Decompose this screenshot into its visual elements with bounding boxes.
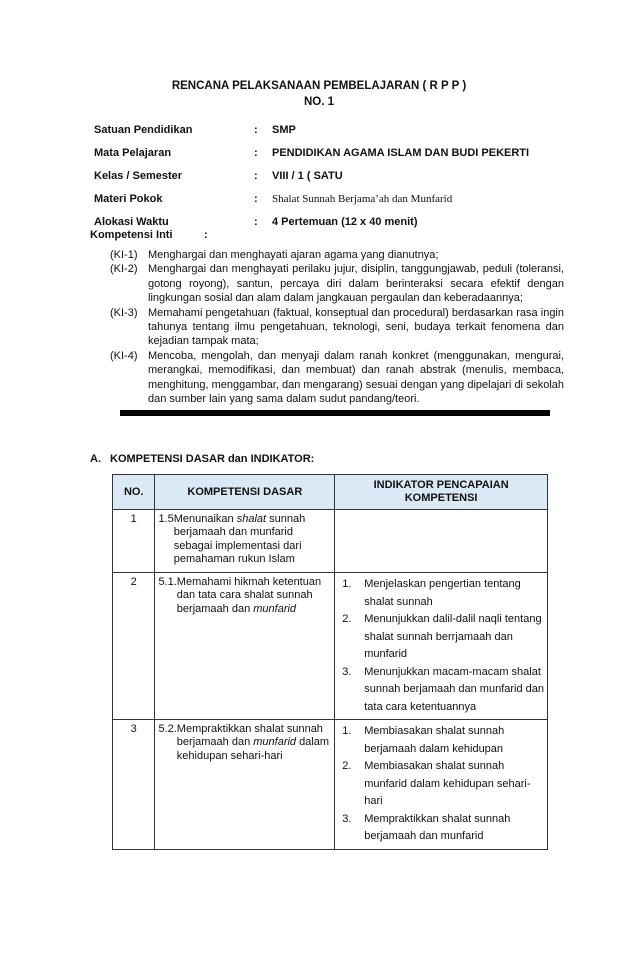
indikator-cell	[335, 510, 548, 573]
info-row-mapel	[94, 141, 554, 164]
kd-text-emphasis: shalat	[236, 513, 267, 525]
kd-number: 5.1.	[158, 576, 177, 588]
kd-text	[177, 723, 331, 763]
kd-text	[174, 513, 331, 566]
info-value: 4 Pertemuan (12 x 40 menit)	[272, 215, 418, 228]
indikator-item	[338, 811, 544, 846]
indikator-item	[338, 576, 544, 611]
info-colon: :	[254, 192, 258, 205]
indikator-item	[338, 758, 544, 811]
indikator-text: Membiasakan shalat sunnah munfarid dalam kehidupan sehari-hari	[364, 760, 531, 807]
info-colon: :	[254, 215, 258, 228]
indikator-cell	[335, 720, 548, 850]
ki-number: (KI-2)	[110, 263, 138, 276]
ki-text: Mencoba, mengolah, dan menyaji dalam ranah konkret (menggunakan, mengurai, merangkai, memodifikasi, dan membuat) dan ranah abstrak (menulis, membaca, menghitung, menggambar, dan mengarang) sesuai dengan yang dipelajari di sekolah dan sumber lain yang sama dalam sudut pandang/teori.	[148, 349, 564, 406]
info-colon: :	[254, 123, 258, 136]
ki-number: (KI-1)	[110, 249, 138, 261]
ki-text: Menghargai dan menghayati ajaran agama yang dianutnya;	[148, 249, 439, 261]
info-row-kelas	[94, 164, 554, 187]
info-row-materi	[94, 187, 554, 210]
kompetensi-dasar-table	[112, 474, 548, 850]
indikator-item	[338, 664, 544, 717]
info-colon: :	[254, 146, 258, 159]
header-kompetensi-dasar: KOMPETENSI DASAR	[155, 475, 335, 510]
kd-number: 1.5	[158, 513, 174, 525]
kd-line	[158, 576, 331, 616]
kompetensi-inti-list	[110, 248, 564, 406]
table-row	[113, 573, 548, 720]
kd-number: 5.2.	[158, 723, 177, 735]
ki-colon: :	[204, 229, 208, 241]
kd-cell	[155, 510, 335, 573]
kd-text-emphasis: munfarid	[253, 736, 297, 749]
kd-text-pre: Menunaikan	[173, 513, 237, 525]
indikator-text: Menunjukkan macam-macam shalat sunnah berjamaah dan munfarid dan tata cara ketentuannya	[364, 665, 545, 713]
ki-number: (KI-3)	[110, 306, 138, 319]
indikator-number: 3.	[342, 665, 352, 678]
table-row	[113, 510, 548, 573]
kd-line	[158, 723, 331, 763]
info-value: SMP	[272, 123, 296, 136]
info-colon: :	[254, 169, 258, 182]
info-label: Alokasi Waktu	[94, 215, 169, 228]
info-value: PENDIDIKAN AGAMA ISLAM DAN BUDI PEKERTI	[272, 146, 530, 159]
indikator-number: 1.	[342, 725, 352, 737]
indikator-list	[338, 723, 544, 846]
indikator-item	[338, 723, 544, 758]
kd-text-pre: Memahami hikmah ketentuan dan tata cara shalat sunnah berjamaah dan	[176, 576, 322, 615]
info-label: Kelas / Semester	[94, 169, 183, 182]
indikator-text: Menjelaskan pengertian tentang shalat sunnah	[364, 578, 521, 608]
indikator-text: Mempraktikkan shalat sunnah berjamaah dan munfarid	[364, 812, 511, 842]
table-header-row	[113, 475, 548, 510]
ki-item	[110, 248, 564, 262]
indikator-number: 1.	[342, 578, 352, 590]
row-number: 1	[113, 510, 155, 573]
kd-cell	[155, 720, 335, 850]
ki-item	[110, 306, 564, 349]
kd-text-pre: Mempraktikkan shalat sunnah berjamaah dan	[176, 723, 323, 749]
indikator-number: 3.	[342, 812, 352, 825]
indikator-text: Membiasakan shalat sunnah berjamaah dalam kehidupan	[364, 725, 505, 755]
ki-number: (KI-4)	[110, 349, 138, 362]
kd-text-post: sunnah berjamaah dan munfarid sebagai implementasi dari pemahaman rukun Islam	[173, 513, 306, 565]
kd-text-emphasis: munfarid	[253, 602, 297, 615]
kd-cell	[155, 573, 335, 720]
title-line-1: RENCANA PELAKSANAAN PEMBELAJARAN ( R P P )	[171, 80, 467, 92]
ki-text: Memahami pengetahuan (faktual, konseptual dan procedural) berdasarkan rasa ingin tahunya tentang ilmu pengetahuan, teknologi, seni, budaya terkait fenomena dan kejadian tampak mata;	[148, 306, 564, 348]
section-a-heading	[90, 453, 314, 465]
section-letter: A.	[90, 453, 101, 465]
ki-text: Menghargai dan menghayati perilaku jujur, disiplin, tanggungjawab, peduli (toleransi, gotong royong), santun, percaya diri dalam berinteraksi secara efektif dengan lingkungan sosial dan alam dalam jangkauan pergaulan dan keberadaannya;	[148, 263, 564, 305]
table-row	[113, 720, 548, 850]
indikator-item	[338, 611, 544, 664]
info-value: VIII / 1 ( SATU	[272, 169, 343, 182]
section-title: KOMPETENSI DASAR dan INDIKATOR:	[110, 453, 315, 465]
kompetensi-inti-heading	[90, 229, 208, 241]
header-indikator: INDIKATOR PENCAPAIAN KOMPETENSI	[335, 475, 548, 510]
indikator-list	[338, 576, 544, 716]
indikator-number: 2.	[342, 613, 352, 625]
header-no: NO.	[113, 475, 155, 510]
ki-label-text: Kompetensi Inti	[90, 229, 173, 241]
identity-table	[94, 118, 554, 233]
indikator-number: 2.	[342, 760, 352, 772]
title-line-2: NO. 1	[303, 96, 335, 108]
document-title	[0, 78, 638, 110]
info-value: Shalat Sunnah Berjama’ah dan Munfarid	[272, 192, 453, 205]
section-divider	[120, 410, 550, 416]
row-number: 2	[113, 573, 155, 720]
kd-text	[177, 576, 331, 616]
indikator-cell	[335, 573, 548, 720]
info-row-satuan	[94, 118, 554, 141]
kd-text-post: dalam kehidupan sehari-hari	[176, 736, 330, 762]
info-label: Mata Pelajaran	[94, 146, 172, 159]
ki-item	[110, 262, 564, 305]
info-label: Satuan Pendidikan	[94, 123, 193, 136]
row-number: 3	[113, 720, 155, 850]
indikator-text: Menunjukkan dalil-dalil naqli tentang shalat sunnah berrjamaah dan munfarid	[364, 613, 542, 660]
info-label: Materi Pokok	[94, 192, 163, 205]
kd-line	[158, 513, 331, 566]
ki-item	[110, 349, 564, 407]
